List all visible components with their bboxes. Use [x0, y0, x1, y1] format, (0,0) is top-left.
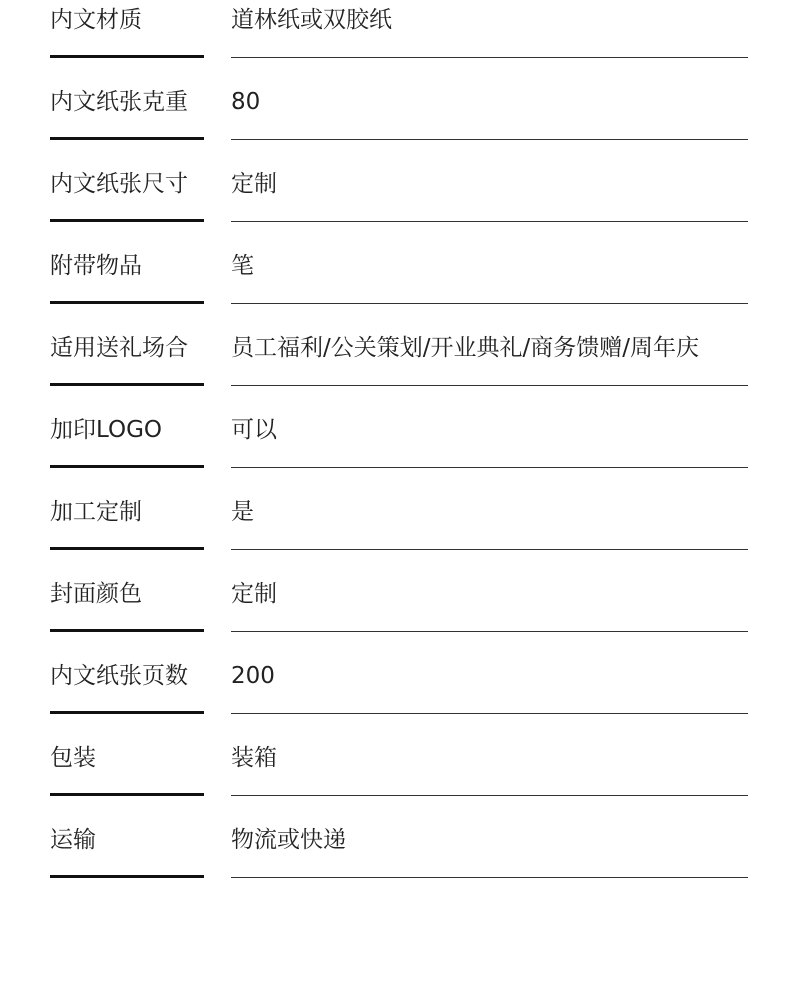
- label-divider: [50, 219, 204, 222]
- spec-row-gift-occasions: [0, 328, 800, 410]
- spec-value: 80: [231, 89, 261, 115]
- value-divider: [231, 795, 748, 796]
- label-divider: [50, 55, 204, 58]
- value-divider: [231, 713, 748, 714]
- value-divider: [231, 877, 748, 878]
- value-divider: [231, 631, 748, 632]
- label-divider: [50, 793, 204, 796]
- label-divider: [50, 547, 204, 550]
- label-divider: [50, 875, 204, 878]
- spec-value: 定制: [231, 171, 277, 197]
- value-divider: [231, 139, 748, 140]
- spec-label: 加印LOGO: [50, 417, 163, 443]
- spec-label: 内文纸张尺寸: [50, 171, 188, 197]
- value-divider: [231, 549, 748, 550]
- spec-value: 物流或快递: [231, 827, 346, 853]
- spec-value: 员工福利/公关策划/开业典礼/商务馈赠/周年庆: [231, 335, 699, 361]
- spec-row-logo-printing: [0, 410, 800, 492]
- spec-row-packaging: [0, 738, 800, 820]
- spec-row-customization: [0, 492, 800, 574]
- value-divider: [231, 467, 748, 468]
- label-divider: [50, 383, 204, 386]
- value-divider: [231, 57, 748, 58]
- spec-value: 道林纸或双胶纸: [231, 7, 392, 33]
- label-divider: [50, 137, 204, 140]
- spec-row-paper-weight: [0, 82, 800, 164]
- spec-row-shipping: [0, 820, 800, 902]
- spec-value: 可以: [231, 417, 277, 443]
- label-divider: [50, 711, 204, 714]
- spec-label: 加工定制: [50, 499, 142, 525]
- spec-row-page-count: [0, 656, 800, 738]
- spec-value: 定制: [231, 581, 277, 607]
- spec-row-paper-material: [0, 0, 800, 82]
- spec-label: 内文纸张页数: [50, 663, 188, 689]
- spec-label: 封面颜色: [50, 581, 142, 607]
- spec-value: 200: [231, 663, 275, 689]
- label-divider: [50, 465, 204, 468]
- spec-label: 运输: [50, 827, 96, 853]
- value-divider: [231, 385, 748, 386]
- value-divider: [231, 303, 748, 304]
- spec-value: 是: [231, 499, 254, 525]
- spec-row-accessories: [0, 246, 800, 328]
- spec-label: 适用送礼场合: [50, 335, 188, 361]
- label-divider: [50, 629, 204, 632]
- spec-label: 附带物品: [50, 253, 142, 279]
- label-divider: [50, 301, 204, 304]
- value-divider: [231, 221, 748, 222]
- spec-value: 笔: [231, 253, 254, 279]
- spec-label: 内文纸张克重: [50, 89, 188, 115]
- spec-label: 包装: [50, 745, 96, 771]
- spec-row-cover-color: [0, 574, 800, 656]
- spec-row-paper-size: [0, 164, 800, 246]
- spec-value: 装箱: [231, 745, 277, 771]
- spec-label: 内文材质: [50, 7, 142, 33]
